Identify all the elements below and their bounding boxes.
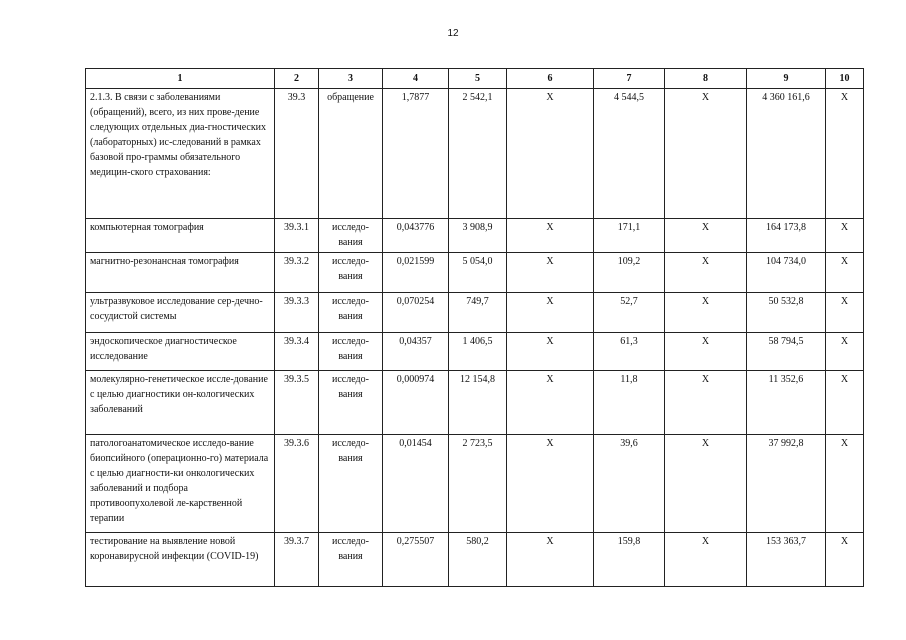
page-number: 12	[447, 28, 459, 39]
cell-col4: 0,043776	[383, 219, 449, 253]
column-header: 6	[507, 69, 594, 89]
row-name-cell: молекулярно-генетическое иссле-дование с целью диагностики он-кологических заболеваний	[86, 371, 275, 435]
cell-col5: 5 054,0	[449, 253, 507, 293]
cell-col5: 580,2	[449, 533, 507, 587]
cell-col5: 2 723,5	[449, 435, 507, 533]
cell-col10: Х	[826, 533, 864, 587]
cell-col10: Х	[826, 333, 864, 371]
table-row	[86, 219, 864, 253]
cell-col4: 0,070254	[383, 293, 449, 333]
column-header: 10	[826, 69, 864, 89]
column-header: 1	[86, 69, 275, 89]
table-row	[86, 435, 864, 533]
cell-col5: 749,7	[449, 293, 507, 333]
row-name-cell: компьютерная томография	[86, 219, 275, 253]
cell-col10: Х	[826, 435, 864, 533]
cell-col5: 1 406,5	[449, 333, 507, 371]
cell-col4: 0,021599	[383, 253, 449, 293]
cell-col7: 11,8	[594, 371, 665, 435]
cell-col4: 0,000974	[383, 371, 449, 435]
cell-col6: Х	[507, 293, 594, 333]
cell-col4: 0,01454	[383, 435, 449, 533]
cell-col4: 0,04357	[383, 333, 449, 371]
row-name-cell: магнитно-резонансная томография	[86, 253, 275, 293]
table-row	[86, 333, 864, 371]
cell-col9: 11 352,6	[747, 371, 826, 435]
cell-col8: Х	[665, 293, 747, 333]
cell-col8: Х	[665, 89, 747, 219]
cell-col7: 171,1	[594, 219, 665, 253]
cell-col10: Х	[826, 293, 864, 333]
row-code-cell: 39.3	[275, 89, 319, 219]
column-header: 7	[594, 69, 665, 89]
cell-col6: Х	[507, 89, 594, 219]
table-row	[86, 89, 864, 219]
cell-col9: 153 363,7	[747, 533, 826, 587]
table-row	[86, 253, 864, 293]
cell-col9: 37 992,8	[747, 435, 826, 533]
row-unit-cell: исследо-вания	[319, 435, 383, 533]
row-code-cell: 39.3.1	[275, 219, 319, 253]
table-header-row	[86, 69, 864, 89]
cell-col5: 3 908,9	[449, 219, 507, 253]
cell-col5: 12 154,8	[449, 371, 507, 435]
table-row	[86, 293, 864, 333]
row-unit-cell: исследо-вания	[319, 253, 383, 293]
column-header: 3	[319, 69, 383, 89]
cell-col7: 52,7	[594, 293, 665, 333]
row-name-cell: эндоскопическое диагностическое исследование	[86, 333, 275, 371]
column-header: 2	[275, 69, 319, 89]
row-name-cell: патологоанатомическое исследо-вание биопсийного (операционно-го) материала с целью диагности-ки онкологических заболеваний и подбора противоопухолевой ле-карственной терапии	[86, 435, 275, 533]
data-table	[85, 68, 864, 587]
column-header: 4	[383, 69, 449, 89]
cell-col7: 159,8	[594, 533, 665, 587]
cell-col5: 2 542,1	[449, 89, 507, 219]
cell-col7: 109,2	[594, 253, 665, 293]
cell-col7: 39,6	[594, 435, 665, 533]
row-code-cell: 39.3.3	[275, 293, 319, 333]
row-name-cell: тестирование на выявление новой коронавирусной инфекции (COVID-19)	[86, 533, 275, 587]
cell-col9: 4 360 161,6	[747, 89, 826, 219]
row-unit-cell: исследо-вания	[319, 333, 383, 371]
cell-col8: Х	[665, 533, 747, 587]
cell-col9: 104 734,0	[747, 253, 826, 293]
cell-col9: 164 173,8	[747, 219, 826, 253]
cell-col6: Х	[507, 533, 594, 587]
row-unit-cell: исследо-вания	[319, 371, 383, 435]
row-unit-cell: исследо-вания	[319, 219, 383, 253]
cell-col9: 50 532,8	[747, 293, 826, 333]
row-code-cell: 39.3.4	[275, 333, 319, 371]
table-row	[86, 533, 864, 587]
cell-col6: Х	[507, 371, 594, 435]
row-name-cell: ультразвуковое исследование сер-дечно-сосудистой системы	[86, 293, 275, 333]
cell-col6: Х	[507, 435, 594, 533]
cell-col8: Х	[665, 219, 747, 253]
cell-col8: Х	[665, 371, 747, 435]
cell-col8: Х	[665, 435, 747, 533]
row-unit-cell: исследо-вания	[319, 293, 383, 333]
row-code-cell: 39.3.7	[275, 533, 319, 587]
cell-col10: Х	[826, 253, 864, 293]
cell-col10: Х	[826, 219, 864, 253]
cell-col8: Х	[665, 253, 747, 293]
column-header: 5	[449, 69, 507, 89]
row-code-cell: 39.3.6	[275, 435, 319, 533]
column-header: 9	[747, 69, 826, 89]
cell-col8: Х	[665, 333, 747, 371]
cell-col9: 58 794,5	[747, 333, 826, 371]
row-code-cell: 39.3.2	[275, 253, 319, 293]
row-name-cell: 2.1.3. В связи с заболеваниями (обращений), всего, из них прове-дение следующих отдельных диа-гностических (лабораторных) ис-следований в рамках базовой про-граммы обязательного медицин-ского страхования:	[86, 89, 275, 219]
cell-col6: Х	[507, 219, 594, 253]
row-unit-cell: исследо-вания	[319, 533, 383, 587]
cell-col10: Х	[826, 371, 864, 435]
cell-col6: Х	[507, 253, 594, 293]
cell-col7: 61,3	[594, 333, 665, 371]
cell-col4: 1,7877	[383, 89, 449, 219]
row-unit-cell: обращение	[319, 89, 383, 219]
cell-col10: Х	[826, 89, 864, 219]
cell-col6: Х	[507, 333, 594, 371]
table-row	[86, 371, 864, 435]
column-header: 8	[665, 69, 747, 89]
cell-col4: 0,275507	[383, 533, 449, 587]
cell-col7: 4 544,5	[594, 89, 665, 219]
row-code-cell: 39.3.5	[275, 371, 319, 435]
